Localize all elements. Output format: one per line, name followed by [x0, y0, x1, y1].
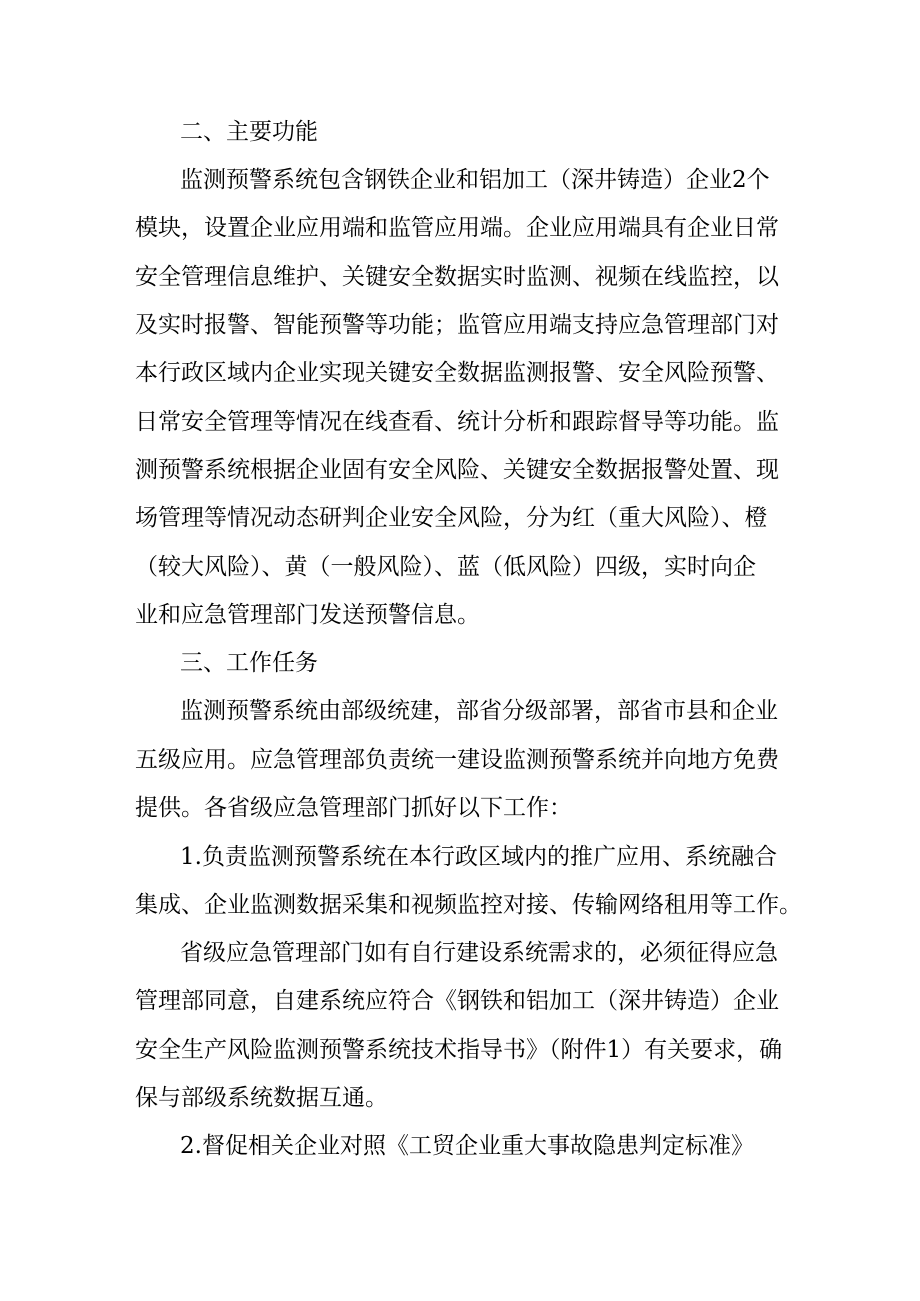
paragraph-line: 测预警系统根据企业固有安全风险、关键安全数据报警处置、现 — [135, 457, 779, 483]
paragraph-line: （较大风险）、黄（一般风险）、蓝（低风险）四级，实时向企 — [135, 554, 756, 580]
list-item-1: 1.负责监测预警系统在本行政区域内的推广应用、系统融合 — [180, 844, 777, 870]
paragraph-line: 本行政区域内企业实现关键安全数据监测报警、安全风险预警、 — [135, 360, 779, 386]
paragraph-line: 及实时报警、智能预警等功能；监管应用端支持应急管理部门对 — [135, 312, 779, 338]
section-heading-work-tasks: 三、工作任务 — [180, 650, 318, 676]
paragraph-line: 集成、企业监测数据采集和视频监控对接、传输网络租用等工作。 — [135, 892, 802, 918]
paragraph-line: 管理部同意，自建系统应符合《钢铁和铝加工（深井铸造）企业 — [135, 988, 779, 1014]
paragraph-line: 安全生产风险监测预警系统技术指导书》（附件1）有关要求，确 — [135, 1037, 783, 1063]
paragraph-line: 日常安全管理等情况在线查看、统计分析和跟踪督导等功能。监 — [135, 409, 779, 435]
paragraph-line: 安全管理信息维护、关键安全数据实时监测、视频在线监控，以 — [135, 264, 779, 290]
paragraph-line: 业和应急管理部门发送预警信息。 — [135, 602, 480, 628]
paragraph-line: 模块，设置企业应用端和监管应用端。企业应用端具有企业日常 — [135, 215, 779, 241]
paragraph-line: 五级应用。应急管理部负责统一建设监测预警系统并向地方免费 — [135, 747, 779, 773]
section-heading-main-functions: 二、主要功能 — [180, 119, 318, 145]
paragraph-line: 场管理等情况动态研判企业安全风险，分为红（重大风险）、橙 — [135, 505, 768, 531]
paragraph-line: 保与部级系统数据互通。 — [135, 1085, 388, 1111]
paragraph-line: 监测预警系统由部级统建，部省分级部署，部省市县和企业 — [180, 698, 778, 724]
list-item-2: 2.督促相关企业对照《工贸企业重大事故隐患判定标准》 — [180, 1133, 754, 1159]
paragraph-line: 监测预警系统包含钢铁企业和铝加工（深井铸造）企业2个 — [180, 167, 770, 193]
paragraph-line: 提供。各省级应急管理部门抓好以下工作： — [135, 795, 572, 821]
paragraph-line: 省级应急管理部门如有自行建设系统需求的，必须征得应急 — [180, 940, 778, 966]
